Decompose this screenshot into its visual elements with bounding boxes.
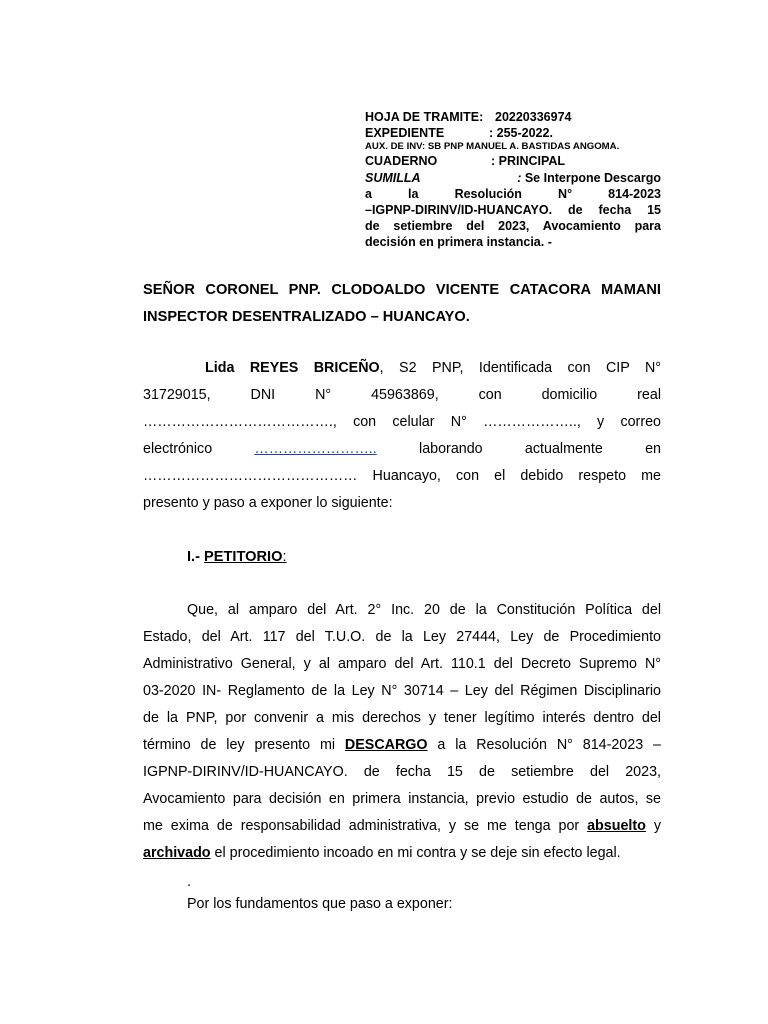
sumilla-line-2: –IGPNP-DIRINV/ID-HUANCAYO. de fecha 15 bbox=[365, 202, 661, 217]
para-line-6-a: término de ley presento mi bbox=[143, 737, 336, 753]
para-line-9 bbox=[143, 813, 661, 840]
phone-blank: ……………….. bbox=[483, 414, 577, 430]
correo-label: , y correo bbox=[576, 414, 661, 430]
word-en: en bbox=[645, 441, 661, 457]
sumilla-line-4: decisión en primera instancia. - bbox=[365, 235, 552, 250]
addressee-line-1: SEÑOR CORONEL PNP. CLODOALDO VICENTE CATACORA MAMANI bbox=[143, 282, 661, 298]
intro-paragraph bbox=[143, 355, 661, 517]
hoja-tramite-value: 20220336974 bbox=[495, 110, 572, 124]
dni-n: N° bbox=[315, 387, 332, 403]
sumilla-line-1: a la Resolución N° 814-2023 bbox=[365, 186, 661, 201]
petitioner-last-name: REYES BRICEÑO bbox=[249, 360, 380, 376]
cip-number: 31729015, bbox=[143, 387, 211, 403]
para-line-2: Estado, del Art. 117 del T.U.O. de la Ley 27444, Ley de Procedimiento bbox=[143, 629, 661, 645]
celular-label: , con celular N° bbox=[332, 414, 467, 430]
aux-investigador-row bbox=[365, 141, 661, 153]
phone-blank-wrap bbox=[483, 414, 661, 430]
para-line-6-c: a la Resolución N° 814-2023 – bbox=[437, 737, 661, 753]
archivado-emphasis: archivado bbox=[143, 845, 211, 861]
sumilla-first: : Se Interpone Descargo bbox=[517, 170, 661, 185]
electronico-word: electrónico bbox=[143, 441, 213, 457]
cuaderno-value: : PRINCIPAL bbox=[491, 154, 566, 169]
petitorio-number: I.- bbox=[187, 549, 200, 565]
petitorio-heading bbox=[187, 544, 287, 571]
closing-line: Por los fundamentos que paso a exponer: bbox=[187, 896, 453, 912]
intro-line-5 bbox=[143, 463, 661, 490]
address-blank-wrap bbox=[143, 414, 467, 430]
case-header bbox=[365, 109, 661, 251]
para-line-10-b: el procedimiento incoado en mi contra y se deje sin efecto legal. bbox=[214, 845, 621, 861]
descargo-emphasis: DESCARGO bbox=[344, 737, 428, 753]
intro-line-5-rest: Huancayo, con el debido respeto me bbox=[372, 468, 661, 484]
absuelto-emphasis: absuelto bbox=[587, 818, 646, 834]
hoja-tramite-label: HOJA DE TRAMITE: bbox=[365, 110, 484, 124]
intro-line-6: presento y paso a exponer lo siguiente: bbox=[143, 495, 393, 511]
email-link[interactable]: …………………….. bbox=[254, 441, 377, 457]
petitioner-first-name: Lida bbox=[205, 360, 235, 376]
para-line-7: IGPNP-DIRINV/ID-HUANCAYO. de fecha 15 de setiembre del 2023, bbox=[143, 764, 661, 780]
para-line-5: de la PNP, por convenir a mis derechos y tener legítimo interés dentro del bbox=[143, 710, 661, 726]
addressee-line-2: INSPECTOR DESENTRALIZADO – HUANCAYO. bbox=[143, 309, 470, 325]
word-laborando: laborando bbox=[419, 441, 483, 457]
petitorio-colon: : bbox=[282, 549, 287, 565]
intro-line-1-rest: , S2 PNP, Identificada con CIP N° bbox=[379, 360, 661, 376]
word-con: con bbox=[478, 387, 502, 403]
para-line-8: Avocamiento para decisión en primera instancia, previo estudio de autos, se bbox=[143, 791, 661, 807]
word-domicilio: domicilio bbox=[541, 387, 598, 403]
para-line-6 bbox=[143, 732, 661, 759]
petitioner-last-name-wrap bbox=[250, 360, 661, 376]
addressee bbox=[143, 277, 661, 331]
sumilla-first-text: Se Interpone Descargo bbox=[524, 170, 661, 185]
hoja-tramite-row bbox=[365, 109, 661, 125]
para-line-9-a: me exima de responsabilidad administrativa, y se me tenga por bbox=[143, 818, 580, 834]
para-line-4: 03-2020 IN- Reglamento de la Ley N° 30714 – Ley del Régimen Disciplinario bbox=[143, 683, 661, 699]
workplace-blank: ……………………………………… bbox=[143, 468, 358, 484]
word-actualmente: actualmente bbox=[524, 441, 603, 457]
petitorio-title: PETITORIO bbox=[204, 549, 283, 565]
para-line-3: Administrativo General, y al amparo del Art. 110.1 del Decreto Supremo N° bbox=[143, 656, 661, 672]
sumilla-row bbox=[365, 170, 661, 186]
word-real: real bbox=[637, 387, 662, 403]
intro-line-4 bbox=[143, 436, 661, 463]
intro-line-1 bbox=[143, 355, 661, 382]
aux-investigador: AUX. DE INV: SB PNP MANUEL A. BASTIDAS ANGOMA. bbox=[365, 141, 620, 153]
intro-line-2 bbox=[143, 382, 661, 409]
cuaderno-label: CUADERNO bbox=[365, 154, 438, 169]
para-line-10 bbox=[143, 840, 661, 867]
cuaderno-row bbox=[365, 153, 661, 169]
dni-number: 45963869, bbox=[371, 387, 439, 403]
separator-dot: . bbox=[187, 874, 191, 890]
petitorio-paragraph bbox=[143, 597, 661, 867]
address-blank: …………………………………. bbox=[143, 414, 333, 430]
expediente-row bbox=[365, 125, 661, 141]
intro-line-3 bbox=[143, 409, 661, 436]
dni-word: DNI bbox=[250, 387, 276, 403]
sumilla-line-3: de setiembre del 2023, Avocamiento para bbox=[365, 219, 661, 234]
expediente-value: : 255-2022. bbox=[489, 126, 553, 141]
para-line-1: Que, al amparo del Art. 2° Inc. 20 de la Constitución Política del bbox=[187, 602, 661, 618]
sumilla-label: SUMILLA bbox=[365, 170, 421, 185]
expediente-label: EXPEDIENTE bbox=[365, 126, 445, 141]
para-line-9-c: y bbox=[653, 818, 661, 834]
